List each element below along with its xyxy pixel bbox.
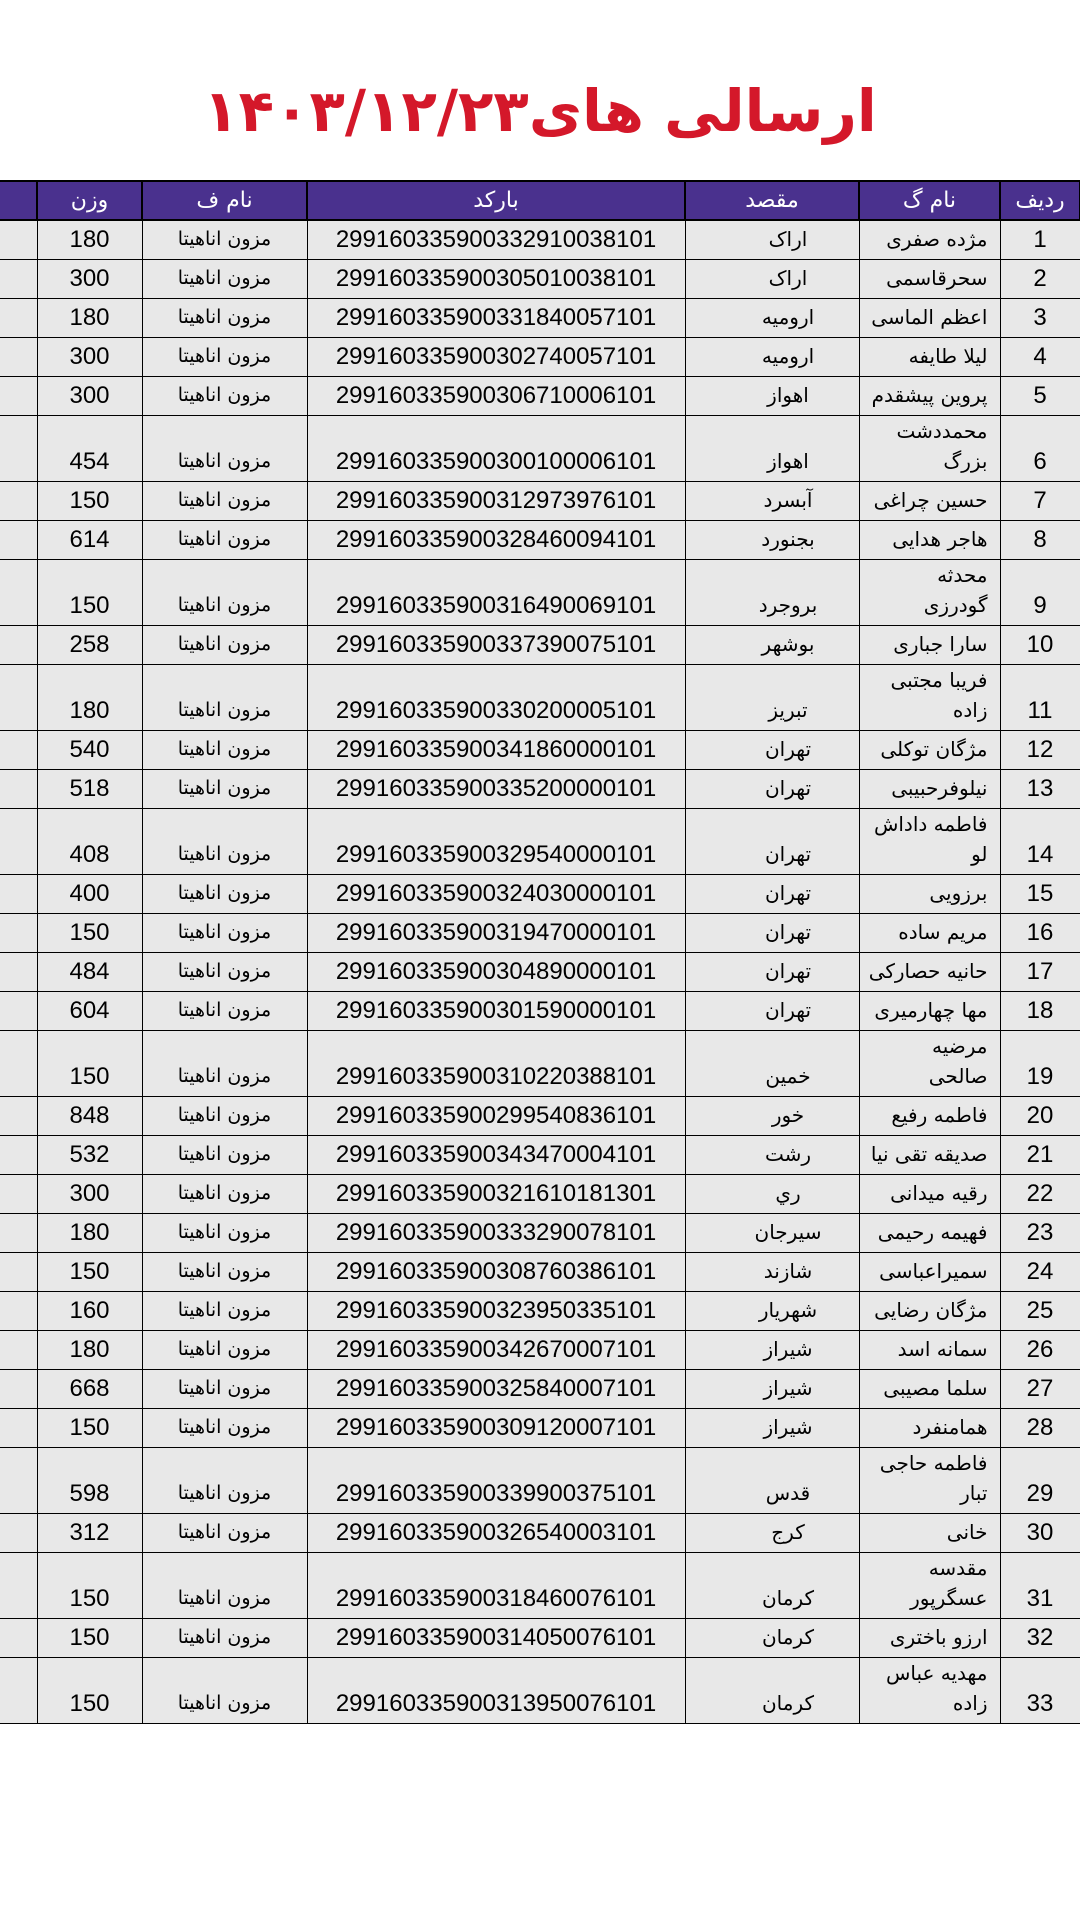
blank-cell xyxy=(0,299,37,338)
row-number: 8 xyxy=(1000,521,1080,560)
weight: 180 xyxy=(37,665,142,731)
recipient-name: مژگان رضایی xyxy=(859,1292,1000,1331)
recipient-name: ارزو باختری xyxy=(859,1619,1000,1658)
blank-cell xyxy=(0,1175,37,1214)
recipient-name: لیلا طایفه xyxy=(859,338,1000,377)
barcode: 299160335900313950076101 xyxy=(307,1658,685,1724)
shipments-table xyxy=(0,180,1080,1724)
sender-name: مزون اناهیتا xyxy=(142,1097,307,1136)
header-destination: مقصد xyxy=(685,181,859,220)
weight: 484 xyxy=(37,953,142,992)
destination: ري xyxy=(685,1175,859,1214)
table-row xyxy=(0,560,1080,626)
destination: تهران xyxy=(685,770,859,809)
blank-cell xyxy=(0,338,37,377)
sender-name: مزون اناهیتا xyxy=(142,482,307,521)
weight: 540 xyxy=(37,731,142,770)
blank-cell xyxy=(0,1514,37,1553)
row-number: 30 xyxy=(1000,1514,1080,1553)
sender-name: مزون اناهیتا xyxy=(142,1214,307,1253)
weight: 300 xyxy=(37,377,142,416)
header-barcode: بارکد xyxy=(307,181,685,220)
weight: 668 xyxy=(37,1370,142,1409)
destination: سیرجان xyxy=(685,1214,859,1253)
weight: 604 xyxy=(37,992,142,1031)
row-number: 21 xyxy=(1000,1136,1080,1175)
row-number: 6 xyxy=(1000,416,1080,482)
row-number: 32 xyxy=(1000,1619,1080,1658)
recipient-name: مژگان توکلی xyxy=(859,731,1000,770)
destination: تبریز xyxy=(685,665,859,731)
barcode: 299160335900308760386101 xyxy=(307,1253,685,1292)
destination: شیراز xyxy=(685,1331,859,1370)
destination: قدس xyxy=(685,1448,859,1514)
weight: 180 xyxy=(37,1214,142,1253)
row-number: 4 xyxy=(1000,338,1080,377)
destination: تهران xyxy=(685,953,859,992)
barcode: 299160335900333290078101 xyxy=(307,1214,685,1253)
barcode: 299160335900331840057101 xyxy=(307,299,685,338)
destination: کرمان xyxy=(685,1619,859,1658)
row-number: 12 xyxy=(1000,731,1080,770)
sender-name: مزون اناهیتا xyxy=(142,953,307,992)
row-number: 14 xyxy=(1000,809,1080,875)
destination: اراک xyxy=(685,220,859,260)
recipient-name: هاجر هدایی xyxy=(859,521,1000,560)
row-number: 9 xyxy=(1000,560,1080,626)
recipient-name: خانی xyxy=(859,1514,1000,1553)
barcode: 299160335900319470000101 xyxy=(307,914,685,953)
barcode: 299160335900305010038101 xyxy=(307,260,685,299)
table-row xyxy=(0,953,1080,992)
destination: اراک xyxy=(685,260,859,299)
table-header xyxy=(0,181,1080,220)
row-number: 33 xyxy=(1000,1658,1080,1724)
barcode: 299160335900324030000101 xyxy=(307,875,685,914)
table-row xyxy=(0,1448,1080,1514)
recipient-name: همامنفرد xyxy=(859,1409,1000,1448)
barcode: 299160335900337390075101 xyxy=(307,626,685,665)
blank-cell xyxy=(0,731,37,770)
table-row xyxy=(0,665,1080,731)
row-number: 16 xyxy=(1000,914,1080,953)
weight: 408 xyxy=(37,809,142,875)
table-row xyxy=(0,1097,1080,1136)
destination: بجنورد xyxy=(685,521,859,560)
sender-name: مزون اناهیتا xyxy=(142,560,307,626)
weight: 150 xyxy=(37,1031,142,1097)
recipient-name: پروین پیشقدم xyxy=(859,377,1000,416)
destination: تهران xyxy=(685,731,859,770)
recipient-name: مهدیه عباس زاده xyxy=(859,1658,1000,1724)
barcode: 299160335900323950335101 xyxy=(307,1292,685,1331)
sender-name: مزون اناهیتا xyxy=(142,260,307,299)
destination: ارومیه xyxy=(685,338,859,377)
barcode: 299160335900330200005101 xyxy=(307,665,685,731)
recipient-name: فریبا مجتبی زاده xyxy=(859,665,1000,731)
recipient-name: نیلوفرحبیبی xyxy=(859,770,1000,809)
destination: ارومیه xyxy=(685,299,859,338)
row-number: 10 xyxy=(1000,626,1080,665)
row-number: 7 xyxy=(1000,482,1080,521)
recipient-name: حانیه حصارکی xyxy=(859,953,1000,992)
blank-cell xyxy=(0,1370,37,1409)
blank-cell xyxy=(0,1097,37,1136)
table-row xyxy=(0,1214,1080,1253)
header-recipient: نام گ xyxy=(859,181,1000,220)
barcode: 299160335900332910038101 xyxy=(307,220,685,260)
recipient-name: سلما مصیبی xyxy=(859,1370,1000,1409)
sender-name: مزون اناهیتا xyxy=(142,809,307,875)
recipient-name: مرضیه صالحی xyxy=(859,1031,1000,1097)
table-row xyxy=(0,1370,1080,1409)
destination: بوشهر xyxy=(685,626,859,665)
sender-name: مزون اناهیتا xyxy=(142,626,307,665)
barcode: 299160335900304890000101 xyxy=(307,953,685,992)
table-row xyxy=(0,875,1080,914)
blank-cell xyxy=(0,1292,37,1331)
sender-name: مزون اناهیتا xyxy=(142,521,307,560)
weight: 532 xyxy=(37,1136,142,1175)
header-blank xyxy=(0,181,37,220)
barcode: 299160335900301590000101 xyxy=(307,992,685,1031)
table-row xyxy=(0,914,1080,953)
blank-cell xyxy=(0,1409,37,1448)
sender-name: مزون اناهیتا xyxy=(142,1031,307,1097)
barcode: 299160335900329540000101 xyxy=(307,809,685,875)
weight: 312 xyxy=(37,1514,142,1553)
row-number: 19 xyxy=(1000,1031,1080,1097)
blank-cell xyxy=(0,914,37,953)
table-row xyxy=(0,338,1080,377)
table-body xyxy=(0,220,1080,1724)
header-sender: نام ف xyxy=(142,181,307,220)
row-number: 22 xyxy=(1000,1175,1080,1214)
weight: 614 xyxy=(37,521,142,560)
blank-cell xyxy=(0,1619,37,1658)
sender-name: مزون اناهیتا xyxy=(142,875,307,914)
row-number: 5 xyxy=(1000,377,1080,416)
barcode: 299160335900314050076101 xyxy=(307,1619,685,1658)
destination: بروجرد xyxy=(685,560,859,626)
destination: کرمان xyxy=(685,1553,859,1619)
destination: خور xyxy=(685,1097,859,1136)
blank-cell xyxy=(0,416,37,482)
barcode: 299160335900321610181301 xyxy=(307,1175,685,1214)
sender-name: مزون اناهیتا xyxy=(142,770,307,809)
weight: 150 xyxy=(37,1409,142,1448)
destination: شیراز xyxy=(685,1370,859,1409)
weight: 150 xyxy=(37,914,142,953)
barcode: 299160335900339900375101 xyxy=(307,1448,685,1514)
table-row xyxy=(0,992,1080,1031)
row-number: 23 xyxy=(1000,1214,1080,1253)
blank-cell xyxy=(0,953,37,992)
weight: 300 xyxy=(37,338,142,377)
sender-name: مزون اناهیتا xyxy=(142,731,307,770)
weight: 518 xyxy=(37,770,142,809)
row-number: 3 xyxy=(1000,299,1080,338)
blank-cell xyxy=(0,560,37,626)
table-row xyxy=(0,1514,1080,1553)
sender-name: مزون اناهیتا xyxy=(142,1619,307,1658)
weight: 180 xyxy=(37,1331,142,1370)
barcode: 299160335900328460094101 xyxy=(307,521,685,560)
barcode: 299160335900335200000101 xyxy=(307,770,685,809)
table-row xyxy=(0,809,1080,875)
destination: شهریار xyxy=(685,1292,859,1331)
blank-cell xyxy=(0,260,37,299)
blank-cell xyxy=(0,220,37,260)
barcode: 299160335900326540003101 xyxy=(307,1514,685,1553)
blank-cell xyxy=(0,1031,37,1097)
sender-name: مزون اناهیتا xyxy=(142,377,307,416)
table-row xyxy=(0,1331,1080,1370)
sender-name: مزون اناهیتا xyxy=(142,299,307,338)
blank-cell xyxy=(0,1214,37,1253)
sender-name: مزون اناهیتا xyxy=(142,1409,307,1448)
table-row xyxy=(0,416,1080,482)
row-number: 25 xyxy=(1000,1292,1080,1331)
recipient-name: مها چهارمیری xyxy=(859,992,1000,1031)
table-row xyxy=(0,1553,1080,1619)
destination: تهران xyxy=(685,875,859,914)
weight: 258 xyxy=(37,626,142,665)
sender-name: مزون اناهیتا xyxy=(142,1514,307,1553)
sender-name: مزون اناهیتا xyxy=(142,416,307,482)
header-weight: وزن xyxy=(37,181,142,220)
recipient-name: اعظم الماسی xyxy=(859,299,1000,338)
barcode: 299160335900302740057101 xyxy=(307,338,685,377)
blank-cell xyxy=(0,1331,37,1370)
sender-name: مزون اناهیتا xyxy=(142,1331,307,1370)
sender-name: مزون اناهیتا xyxy=(142,1370,307,1409)
weight: 150 xyxy=(37,560,142,626)
table-row xyxy=(0,377,1080,416)
row-number: 18 xyxy=(1000,992,1080,1031)
blank-cell xyxy=(0,875,37,914)
barcode: 299160335900343470004101 xyxy=(307,1136,685,1175)
recipient-name: حسین چراغی xyxy=(859,482,1000,521)
row-number: 20 xyxy=(1000,1097,1080,1136)
sender-name: مزون اناهیتا xyxy=(142,665,307,731)
recipient-name: محدثه گودرزی xyxy=(859,560,1000,626)
blank-cell xyxy=(0,1553,37,1619)
sender-name: مزون اناهیتا xyxy=(142,338,307,377)
barcode: 299160335900312973976101 xyxy=(307,482,685,521)
weight: 150 xyxy=(37,1553,142,1619)
destination: خمین xyxy=(685,1031,859,1097)
blank-cell xyxy=(0,626,37,665)
recipient-name: برزویی xyxy=(859,875,1000,914)
table-row xyxy=(0,1409,1080,1448)
barcode: 299160335900309120007101 xyxy=(307,1409,685,1448)
table-row xyxy=(0,482,1080,521)
row-number: 24 xyxy=(1000,1253,1080,1292)
blank-cell xyxy=(0,665,37,731)
recipient-name: فاطمه حاجی تبار xyxy=(859,1448,1000,1514)
weight: 150 xyxy=(37,1619,142,1658)
barcode: 299160335900316490069101 xyxy=(307,560,685,626)
table-row xyxy=(0,1292,1080,1331)
barcode: 299160335900318460076101 xyxy=(307,1553,685,1619)
table-row xyxy=(0,1136,1080,1175)
weight: 180 xyxy=(37,220,142,260)
table-row xyxy=(0,521,1080,560)
destination: تهران xyxy=(685,914,859,953)
destination: شازند xyxy=(685,1253,859,1292)
sender-name: مزون اناهیتا xyxy=(142,220,307,260)
destination: کرج xyxy=(685,1514,859,1553)
table-row xyxy=(0,626,1080,665)
destination: شیراز xyxy=(685,1409,859,1448)
recipient-name: مژده صفری xyxy=(859,220,1000,260)
recipient-name: سمیراعباسی xyxy=(859,1253,1000,1292)
blank-cell xyxy=(0,1448,37,1514)
recipient-name: سحرقاسمی xyxy=(859,260,1000,299)
row-number: 31 xyxy=(1000,1553,1080,1619)
recipient-name: سارا جباری xyxy=(859,626,1000,665)
blank-cell xyxy=(0,1136,37,1175)
weight: 848 xyxy=(37,1097,142,1136)
destination: کرمان xyxy=(685,1658,859,1724)
row-number: 17 xyxy=(1000,953,1080,992)
row-number: 27 xyxy=(1000,1370,1080,1409)
weight: 150 xyxy=(37,482,142,521)
table-row xyxy=(0,220,1080,260)
sender-name: مزون اناهیتا xyxy=(142,1553,307,1619)
sender-name: مزون اناهیتا xyxy=(142,1136,307,1175)
blank-cell xyxy=(0,809,37,875)
row-number: 15 xyxy=(1000,875,1080,914)
barcode: 299160335900299540836101 xyxy=(307,1097,685,1136)
barcode: 299160335900306710006101 xyxy=(307,377,685,416)
recipient-name: محمددشت بزرگ xyxy=(859,416,1000,482)
row-number: 1 xyxy=(1000,220,1080,260)
sender-name: مزون اناهیتا xyxy=(142,1292,307,1331)
weight: 150 xyxy=(37,1253,142,1292)
barcode: 299160335900310220388101 xyxy=(307,1031,685,1097)
blank-cell xyxy=(0,1658,37,1724)
destination: تهران xyxy=(685,992,859,1031)
recipient-name: فاطمه داداش لو xyxy=(859,809,1000,875)
recipient-name: صدیقه تقی نیا xyxy=(859,1136,1000,1175)
barcode: 299160335900341860000101 xyxy=(307,731,685,770)
row-number: 26 xyxy=(1000,1331,1080,1370)
barcode: 299160335900342670007101 xyxy=(307,1331,685,1370)
row-number: 2 xyxy=(1000,260,1080,299)
destination: اهواز xyxy=(685,377,859,416)
recipient-name: مقدسه عسگرپور xyxy=(859,1553,1000,1619)
weight: 150 xyxy=(37,1658,142,1724)
header-row-number: ردیف xyxy=(1000,181,1080,220)
blank-cell xyxy=(0,482,37,521)
weight: 180 xyxy=(37,299,142,338)
row-number: 13 xyxy=(1000,770,1080,809)
row-number: 11 xyxy=(1000,665,1080,731)
page-title: ارسالی های۱۴۰۳/۱۲/۲۳ xyxy=(203,77,877,145)
table-row xyxy=(0,1619,1080,1658)
sender-name: مزون اناهیتا xyxy=(142,1253,307,1292)
recipient-name: مریم ساده xyxy=(859,914,1000,953)
sender-name: مزون اناهیتا xyxy=(142,1658,307,1724)
weight: 400 xyxy=(37,875,142,914)
table-row xyxy=(0,731,1080,770)
recipient-name: فاطمه رفیع xyxy=(859,1097,1000,1136)
table-row xyxy=(0,1658,1080,1724)
recipient-name: سمانه اسد xyxy=(859,1331,1000,1370)
recipient-name: رقیه میدانی xyxy=(859,1175,1000,1214)
blank-cell xyxy=(0,1253,37,1292)
table-row xyxy=(0,299,1080,338)
row-number: 29 xyxy=(1000,1448,1080,1514)
weight: 300 xyxy=(37,260,142,299)
destination: تهران xyxy=(685,809,859,875)
destination: اهواز xyxy=(685,416,859,482)
recipient-name: فهیمه رحیمی xyxy=(859,1214,1000,1253)
sender-name: مزون اناهیتا xyxy=(142,1175,307,1214)
row-number: 28 xyxy=(1000,1409,1080,1448)
table-row xyxy=(0,1253,1080,1292)
weight: 160 xyxy=(37,1292,142,1331)
sender-name: مزون اناهیتا xyxy=(142,1448,307,1514)
table-row xyxy=(0,770,1080,809)
barcode: 299160335900300100006101 xyxy=(307,416,685,482)
barcode: 299160335900325840007101 xyxy=(307,1370,685,1409)
blank-cell xyxy=(0,992,37,1031)
blank-cell xyxy=(0,377,37,416)
destination: آبسرد xyxy=(685,482,859,521)
table-row xyxy=(0,260,1080,299)
weight: 454 xyxy=(37,416,142,482)
table-row xyxy=(0,1175,1080,1214)
weight: 598 xyxy=(37,1448,142,1514)
weight: 300 xyxy=(37,1175,142,1214)
sender-name: مزون اناهیتا xyxy=(142,914,307,953)
sender-name: مزون اناهیتا xyxy=(142,992,307,1031)
blank-cell xyxy=(0,770,37,809)
blank-cell xyxy=(0,521,37,560)
destination: رشت xyxy=(685,1136,859,1175)
table-row xyxy=(0,1031,1080,1097)
